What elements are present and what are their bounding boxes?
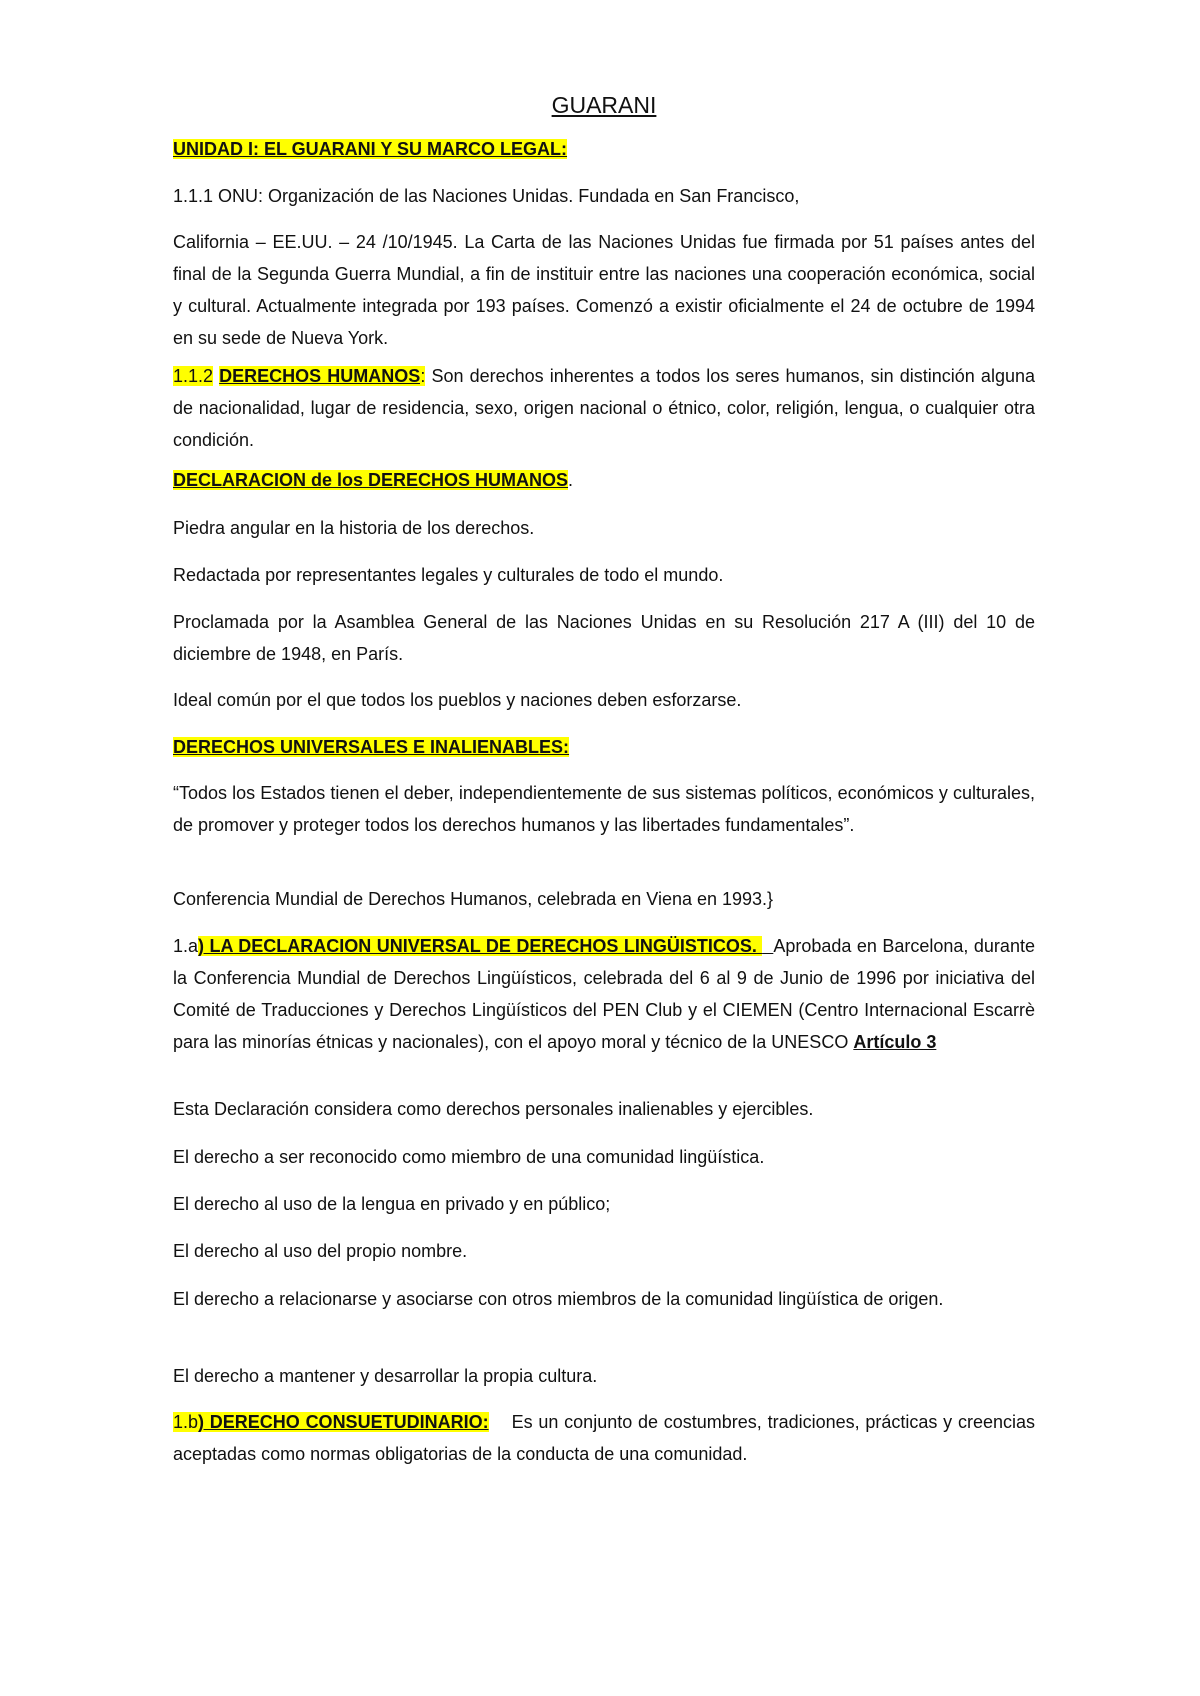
consuetudinario-paragraph: 1.b) DERECHO CONSUETUDINARIO: Es un conjunto de costumbres, tradiciones, prácticas y creencias aceptadas como normas obligatorias de la conducta de una comunidad. [173, 1412, 1040, 1464]
right-item: El derecho a ser reconocido como miembro de una comunidad lingüística. [173, 1147, 765, 1167]
proclamada-paragraph: Proclamada por la Asamblea General de las Naciones Unidas en su Resolución 217 A (III) del 10 de diciembre de 1948, en París. [173, 612, 1035, 664]
section-number: 1.a [173, 936, 199, 956]
right-item: El derecho a mantener y desarrollar la propia cultura. [173, 1366, 598, 1386]
unit-heading: UNIDAD I: EL GUARANI Y SU MARCO LEGAL: [173, 139, 568, 159]
declaracion-linguistica-label: ) LA DECLARACION UNIVERSAL DE DERECHOS LINGÜISTICOS. [198, 936, 763, 956]
right-item: El derecho al uso de la lengua en privado y en público; [173, 1194, 611, 1214]
section-number: 1.1.2 [173, 366, 214, 386]
onu-paragraph-intro: 1.1.1 ONU: Organización de las Naciones Unidas. Fundada en San Francisco, [173, 186, 800, 206]
onu-paragraph: California – EE.UU. – 24 /10/1945. La Carta de las Naciones Unidas fue firmada por 51 países antes del final de la Segunda Guerra Mundial, a fin de instituir entre las naciones una cooperación económica, social y cultural. Actualmente integrada por 193 países. Comenzó a existir oficialmente el 24 de octubre de 1994 en su sede de Nueva York. [173, 232, 1035, 348]
section-number: 1.b [173, 1412, 199, 1432]
derechos-humanos-paragraph: 1.1.2 DERECHOS HUMANOS: Son derechos inherentes a todos los seres humanos, sin distinción alguna de nacionalidad, lugar de residencia, sexo, origen nacional o étnico, color, religión, lengua, o cualquier otra condición. [173, 366, 1035, 450]
ideal-paragraph: Ideal común por el que todos los pueblos y naciones deben esforzarse. [173, 690, 742, 710]
articulo-label: Artículo 3 [853, 1032, 937, 1052]
right-item: El derecho al uso del propio nombre. [173, 1241, 468, 1261]
esta-declaracion-paragraph: Esta Declaración considera como derechos personales inalienables y ejercibles. [173, 1099, 814, 1119]
universales-heading: DERECHOS UNIVERSALES E INALIENABLES: [173, 737, 570, 757]
conferencia-paragraph: Conferencia Mundial de Derechos Humanos, celebrada en Viena en 1993.} [173, 889, 774, 909]
redactada-paragraph: Redactada por representantes legales y culturales de todo el mundo. [173, 565, 724, 585]
quote-paragraph: “Todos los Estados tienen el deber, independientemente de sus sistemas políticos, económicos y culturales, de promover y proteger todos los derechos humanos y las libertades fundamentales”. [173, 783, 1035, 835]
derechos-humanos-label: DERECHOS HUMANOS [219, 366, 421, 386]
piedra-paragraph: Piedra angular en la historia de los derechos. [173, 518, 535, 538]
consuetudinario-label: ) DERECHO CONSUETUDINARIO: [198, 1412, 489, 1432]
right-item: El derecho a relacionarse y asociarse con otros miembros de la comunidad lingüística de origen. [173, 1289, 944, 1309]
declaracion-heading: DECLARACION de los DERECHOS HUMANOS. [173, 470, 574, 490]
document-title: GUARANI [551, 92, 657, 118]
declaracion-linguistica-paragraph: 1.a) LA DECLARACION UNIVERSAL DE DERECHOS LINGÜISTICOS. Aprobada en Barcelona, durante la Conferencia Mundial de Derechos Lingüísticos, celebrada del 6 al 9 de Junio de 1996 por iniciativa del Comité de Traducciones y Derechos Lingüísticos del PEN Club y el CIEMEN (Centro Internacional Escarrè para las minorías étnicas y nacionales), con el apoyo moral y técnico de la UNESCO Artículo 3 [173, 936, 1035, 1052]
